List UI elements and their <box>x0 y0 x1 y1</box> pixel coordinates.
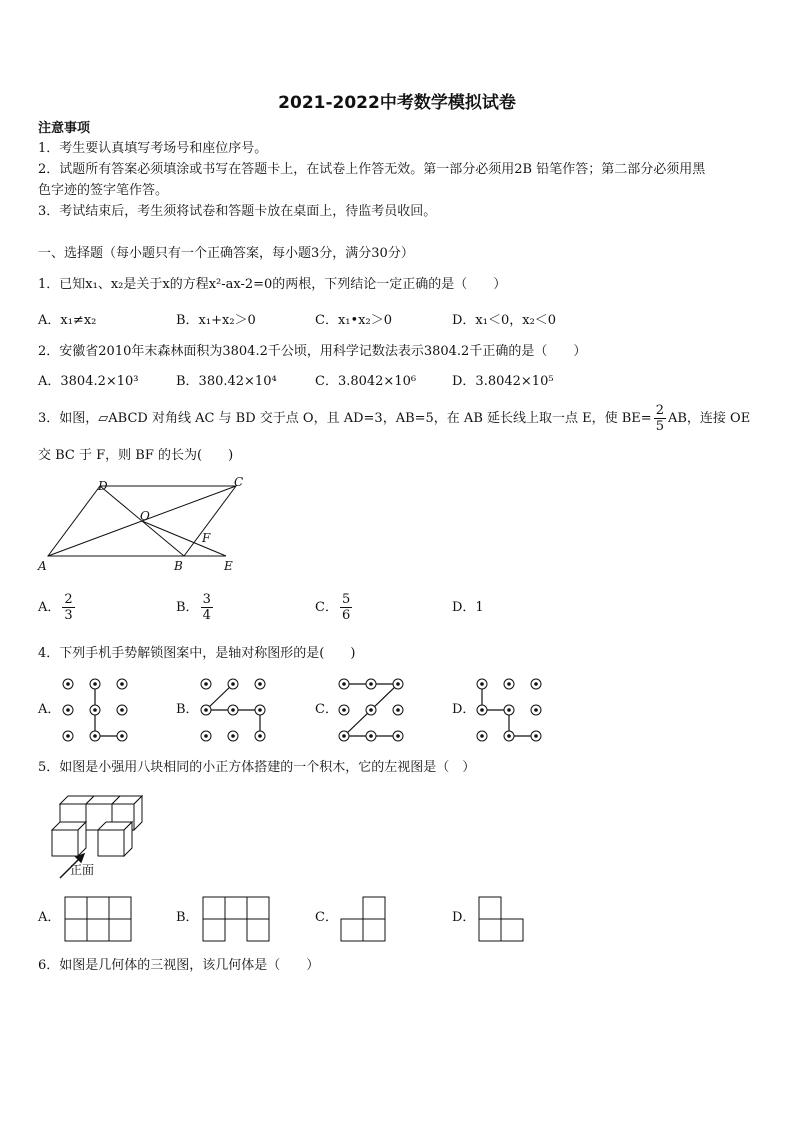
question-1-options <box>38 311 758 331</box>
lock-node-dot <box>204 734 208 738</box>
lock-node-dot <box>342 734 346 738</box>
option-a: A．x₁≠x₂ <box>38 313 97 328</box>
option-label: A． <box>38 600 61 615</box>
option-label-d: D． <box>452 910 476 925</box>
view-option-b <box>202 896 270 942</box>
option-label-c: C． <box>315 702 338 717</box>
question-1-stem: 1．已知x₁、x₂是关于x的方程x²-ax-2=0的两根，下列结论一定正确的是（ ） <box>38 277 507 292</box>
fraction <box>340 592 352 623</box>
lock-pattern-c <box>334 674 408 746</box>
option-label: C． <box>315 600 338 615</box>
option-c: C．x₁•x₂＞0 <box>315 313 392 328</box>
lock-node-dot <box>396 734 400 738</box>
option-b <box>176 590 215 626</box>
fraction-denominator: 5 <box>655 419 664 434</box>
question-3-stem-a: 3．如图，▱ABCD 对角线 AC 与 BD 交于点 O，且 AD=3，AB=5，在 AB 延长线上取一点 E，使 BE= <box>38 411 652 426</box>
page-title: 2021-2022中考数学模拟试卷 <box>278 93 516 113</box>
question-2-options <box>38 372 758 392</box>
lock-node-dot <box>534 708 538 712</box>
notice-item: 1．考生要认真填写考场号和座位序号。 <box>38 141 268 156</box>
front-label: 正面 <box>70 863 95 877</box>
lock-node-dot <box>231 734 235 738</box>
fraction-denominator: 3 <box>64 608 73 623</box>
option-b: B．380.42×10⁴ <box>176 374 277 389</box>
fraction-numerator: 2 <box>64 592 73 607</box>
point-label-o: O <box>140 509 150 523</box>
option-label-d: D． <box>452 702 476 717</box>
lock-node-dot <box>342 708 346 712</box>
lock-node-dot <box>534 682 538 686</box>
lock-node-dot <box>396 682 400 686</box>
view-option-c <box>340 896 386 942</box>
lock-pattern-b <box>196 674 270 746</box>
lock-node-dot <box>480 734 484 738</box>
option-b: B．x₁+x₂＞0 <box>176 313 256 328</box>
question-5-stem: 5．如图是小强用八块相同的小正方体搭建的一个积木，它的左视图是（ ） <box>38 760 476 775</box>
cube-face <box>52 830 78 856</box>
lock-node-dot <box>369 734 373 738</box>
parallelogram-figure <box>36 474 250 574</box>
notice-heading: 注意事项 <box>38 121 91 136</box>
lock-node-dot <box>258 708 262 712</box>
question-3-stem <box>38 402 750 436</box>
question-6-stem: 6．如图是几何体的三视图，该几何体是（ ） <box>38 958 320 973</box>
lock-node-dot <box>507 734 511 738</box>
option-c: C．3.8042×10⁶ <box>315 374 417 389</box>
option-d: D．1 <box>452 600 484 615</box>
option-d: D．3.8042×10⁵ <box>452 374 554 389</box>
option-label-b: B． <box>176 702 199 717</box>
notice-item: 色字迹的签字笔作答。 <box>38 183 169 198</box>
question-3-options <box>38 590 758 626</box>
point-label-f: F <box>202 531 211 545</box>
view-option-d <box>478 896 524 942</box>
lock-node-dot <box>369 682 373 686</box>
option-a <box>38 590 77 626</box>
lock-node-dot <box>66 734 70 738</box>
lock-node-dot <box>204 682 208 686</box>
question-3-stem-c: 交 BC 于 F，则 BF 的长为( ) <box>38 448 234 463</box>
lock-node-dot <box>93 734 97 738</box>
point-label-d: D <box>98 479 108 493</box>
option-label-a: A． <box>38 702 61 717</box>
segment-oe <box>142 521 226 556</box>
cube-blocks-figure <box>46 790 146 882</box>
view-option-a <box>64 896 132 942</box>
lock-node-dot <box>120 708 124 712</box>
lock-pattern-d <box>472 674 546 746</box>
fraction-numerator: 3 <box>202 592 211 607</box>
option-d: D．x₁＜0，x₂＜0 <box>452 313 557 328</box>
notice-item: 2．试题所有答案必须填涂或书写在答题卡上，在试卷上作答无效。第一部分必须用2B 铅笔作答；第二部分必须用黑 <box>38 162 706 177</box>
option-c <box>315 590 354 626</box>
lock-node-dot <box>66 682 70 686</box>
lock-node-dot <box>480 708 484 712</box>
fraction <box>62 592 74 623</box>
lock-node-dot <box>534 734 538 738</box>
lock-node-dot <box>480 682 484 686</box>
fraction <box>654 403 666 434</box>
lock-node-dot <box>258 682 262 686</box>
lock-node-dot <box>342 682 346 686</box>
cube-face <box>98 830 124 856</box>
fraction-denominator: 6 <box>341 608 351 623</box>
point-label-a: A <box>38 559 47 573</box>
option-label-c: C． <box>315 910 338 925</box>
option-label-b: B． <box>176 910 199 925</box>
lock-node-dot <box>66 708 70 712</box>
lock-node-dot <box>258 734 262 738</box>
gesture-line <box>206 684 233 710</box>
lock-node-dot <box>507 682 511 686</box>
fraction-numerator: 5 <box>341 592 351 607</box>
lock-node-dot <box>369 708 373 712</box>
lock-node-dot <box>120 734 124 738</box>
question-2-stem: 2．安徽省2010年末森林面积为3804.2千公顷，用科学记数法表示3804.2千正确的是（ ） <box>38 344 587 359</box>
option-label: B． <box>176 600 199 615</box>
question-4-stem: 4．下列手机手势解锁图案中，是轴对称图形的是( ) <box>38 646 356 661</box>
section-heading: 一、选择题（每小题只有一个正确答案，每小题3分，满分30分） <box>38 246 414 261</box>
lock-node-dot <box>231 708 235 712</box>
lock-node-dot <box>93 682 97 686</box>
lock-node-dot <box>93 708 97 712</box>
option-a: A．3804.2×10³ <box>38 374 139 389</box>
lock-pattern-a <box>58 674 132 746</box>
point-label-c: C <box>234 475 244 489</box>
fraction-numerator: 2 <box>655 403 664 418</box>
fraction <box>201 592 213 623</box>
point-label-b: B <box>174 559 183 573</box>
question-3-stem-b: AB，连接 OE <box>667 411 751 426</box>
notice-item: 3．考试结束后，考生须将试卷和答题卡放在桌面上，待监考员收回。 <box>38 204 437 219</box>
lock-node-dot <box>120 682 124 686</box>
lock-node-dot <box>204 708 208 712</box>
lock-node-dot <box>396 708 400 712</box>
option-label-a: A． <box>38 910 61 925</box>
fraction-denominator: 4 <box>202 608 211 623</box>
lock-node-dot <box>507 708 511 712</box>
lock-node-dot <box>231 682 235 686</box>
point-label-e: E <box>224 559 233 573</box>
